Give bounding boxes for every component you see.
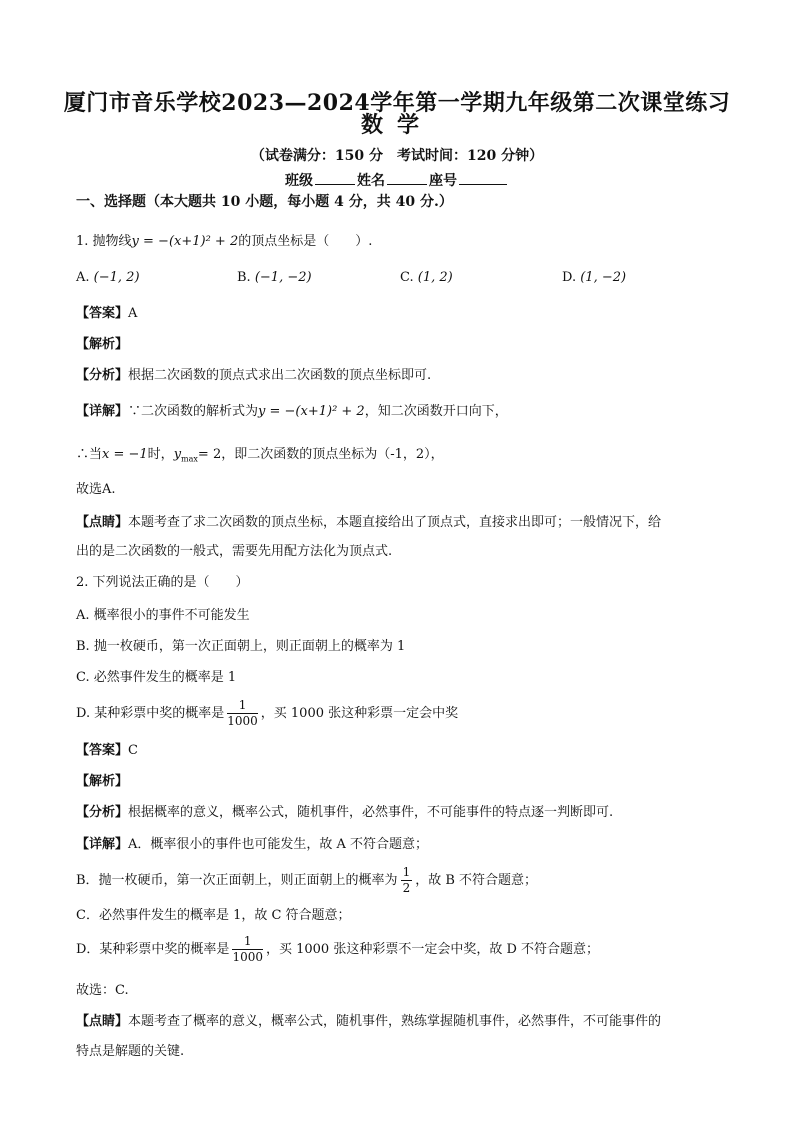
q1-conclusion: 故选A. xyxy=(76,482,116,497)
q2-option-b: B. 抛一枚硬币，第一次正面朝上，则正面朝上的概率为 1 xyxy=(76,639,406,654)
name-blank xyxy=(387,172,427,185)
q1-option-a: A. (−1, 2) xyxy=(76,270,140,285)
q1-stem xyxy=(76,233,372,251)
q2-option-c: C. 必然事件发生的概率是 1 xyxy=(76,670,237,685)
seat-blank xyxy=(459,172,507,185)
q2-stem: 2. 下列说法正确的是（ ） xyxy=(76,575,249,590)
class-blank xyxy=(315,172,355,185)
q2-half-fraction: $\frac{1}{2}$ xyxy=(402,865,411,895)
q2-option-a: A. 概率很小的事件不可能发生 xyxy=(76,608,250,623)
q2-comment-line1: 【点睛】本题考查了概率的意义，概率公式，随机事件，熟练掌握随机事件，必然事件，不可能事件的 xyxy=(76,1014,662,1029)
q1-suffix: 的顶点坐标是（ ）. xyxy=(238,234,373,249)
q1-formula: y = −(x+1)² + 2 xyxy=(131,234,239,249)
q1-option-b: B. (−1, −2) xyxy=(237,270,312,285)
q1-answer: 【答案】A xyxy=(76,306,138,321)
q2-detail-fraction: $\frac{1}{1000}$ xyxy=(232,934,263,964)
section-heading: 一、选择题（本大题共 10 小题，每小题 4 分，共 40 分.） xyxy=(76,194,453,210)
q1-option-c: C. (1, 2) xyxy=(400,270,453,285)
q2-answer: 【答案】C xyxy=(76,743,138,758)
seat-label: 座号 xyxy=(429,173,457,189)
q1-prefix: 1. 抛物线 xyxy=(76,234,132,249)
class-label: 班级 xyxy=(285,173,313,189)
q2-fenxi: 【分析】根据概率的意义，概率公式，随机事件，必然事件，不可能事件的特点逐一判断即可. xyxy=(76,805,614,820)
q1-fenxi: 【分析】根据二次函数的顶点式求出二次函数的顶点坐标即可. xyxy=(76,368,432,383)
q2-option-d: D. 某种彩票中奖的概率是 $\frac{1}{1000}$ ，买 1000 张这种彩票一定会中奖 xyxy=(76,698,459,728)
q1-analysis-tag: 【解析】 xyxy=(76,337,129,352)
q2-analysis-tag: 【解析】 xyxy=(76,774,129,789)
q1-comment-line2: 出的是二次函数的一般式，需要先用配方法化为顶点式. xyxy=(76,544,393,559)
exam-info: （试卷满分：150 分 考试时间：120 分钟） xyxy=(250,148,544,164)
q2-detail-c: C．必然事件发生的概率是 1，故 C 符合题意； xyxy=(76,908,351,923)
q1-option-d: D. (1, −2) xyxy=(562,270,627,285)
q2-comment-line2: 特点是解题的关键. xyxy=(76,1044,185,1059)
q2-fraction: $\frac{1}{1000}$ xyxy=(227,698,258,728)
q1-detail-line1: 【详解】∵二次函数的解析式为y = −(x+1)² + 2，知二次函数开口向下， xyxy=(76,404,508,419)
q2-conclusion: 故选：C. xyxy=(76,983,129,998)
q2-detail-d: D．某种彩票中奖的概率是 $\frac{1}{1000}$ ，买 1000 张这种彩票不一定会中奖，故 D 不符合题意； xyxy=(76,934,600,964)
name-label: 姓名 xyxy=(357,173,385,189)
q1-comment-line1: 【点睛】本题考查了求二次函数的顶点坐标，本题直接给出了顶点式，直接求出即可；一般情况下，给 xyxy=(76,515,662,530)
subject-title: 数学 xyxy=(360,112,433,138)
student-info-line xyxy=(0,170,794,190)
exam-title: 厦门市音乐学校2023—2024学年第一学期九年级第二次课堂练习 xyxy=(63,90,731,116)
q2-detail-b: B．抛一枚硬币，第一次正面朝上，则正面朝上的概率为 $\frac{1}{2}$ ，故 B 不符合题意； xyxy=(76,865,538,895)
q2-detail-a: 【详解】A．概率很小的事件也可能发生，故 A 不符合题意； xyxy=(76,837,429,852)
q1-detail-line2: ∴当x = −1时，$y_{max}= 2$，即二次函数的顶点坐标为（-1，2）， xyxy=(76,447,444,464)
